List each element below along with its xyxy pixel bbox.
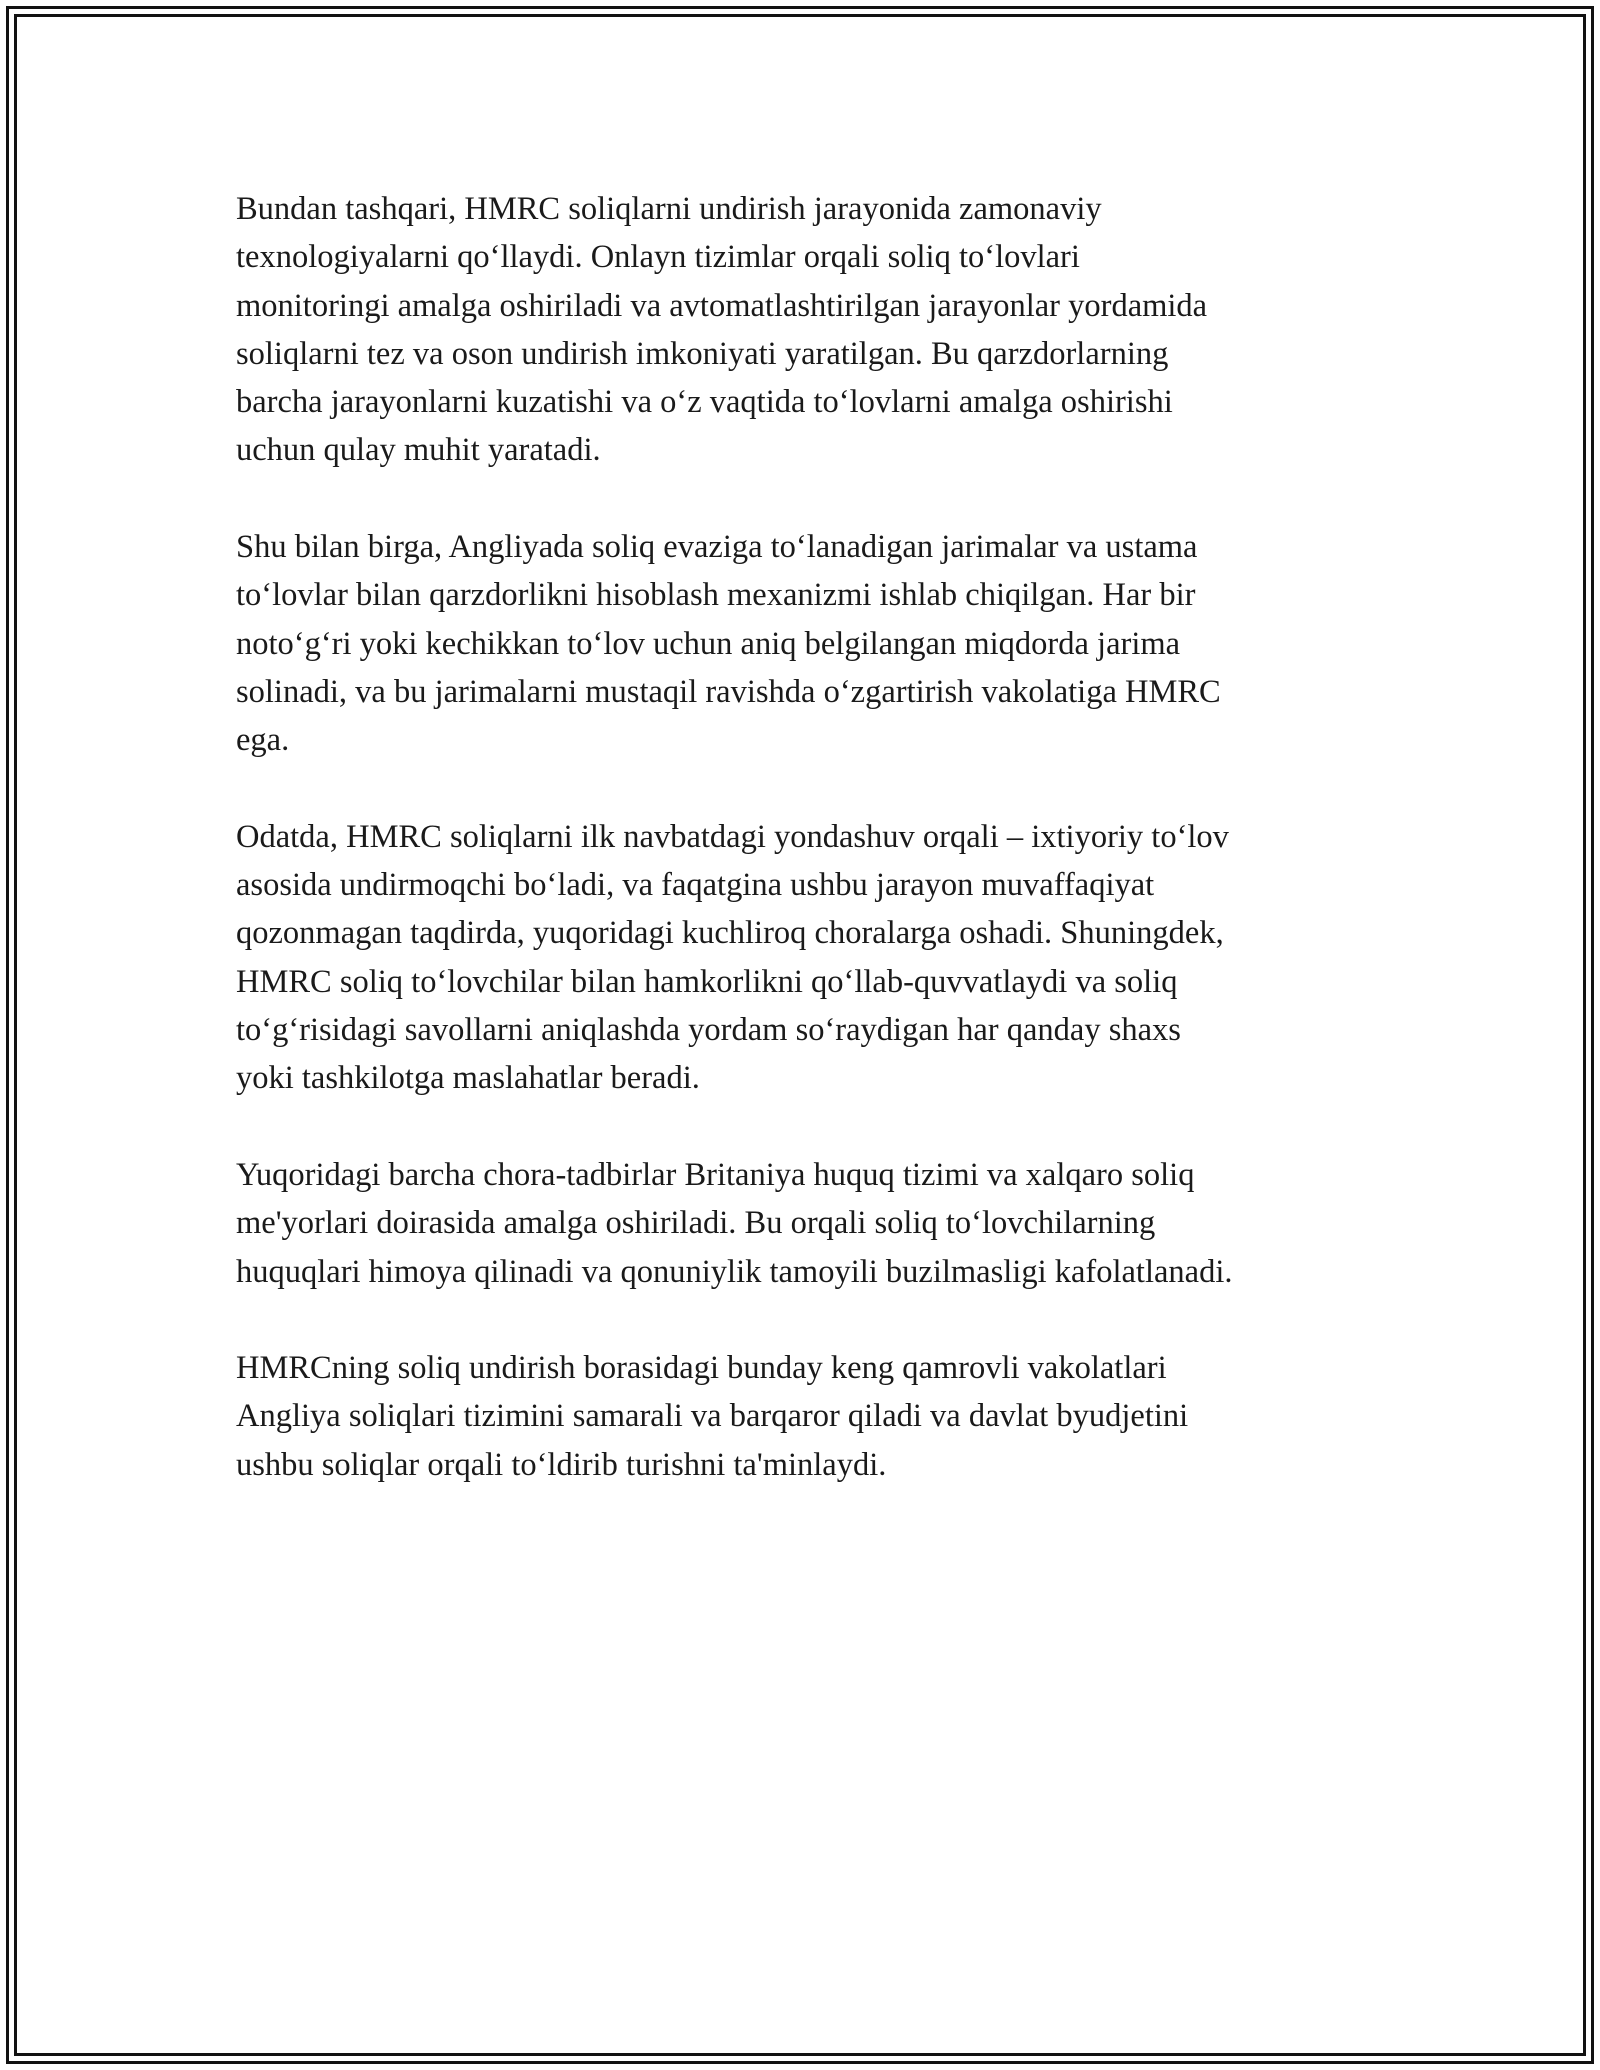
text-line: to‘g‘risidagi savollarni aniqlashda yordam so‘raydigan har qanday shaxs [236,1012,1181,1049]
paragraph-3 [236,813,1376,1103]
text-line: ushbu soliqlar orqali to‘ldirib turishni ta'minlaydi. [236,1446,887,1483]
text-line: barcha jarayonlarni kuzatishi va o‘z vaqtida to‘lovlarni amalga oshirishi [236,384,1173,421]
paragraph-5 [236,1344,1376,1489]
text-line: ega. [236,722,290,759]
text-line: Yuqoridagi barcha chora-tadbirlar Britaniya huquq tizimi va xalqaro soliq [236,1156,1195,1193]
paragraph-2 [236,523,1376,764]
text-line: uchun qulay muhit yaratadi. [236,432,601,469]
text-line: qozonmagan taqdirda, yuqoridagi kuchliroq choralarga oshadi. Shuningdek, [236,915,1224,952]
text-line: huquqlari himoya qilinadi va qonuniylik tamoyili buzilmasligi kafolatlanadi. [236,1253,1233,1290]
text-line: Shu bilan birga, Angliyada soliq evaziga to‘lanadigan jarimalar va ustama [236,529,1198,566]
paragraph-1 [236,185,1376,475]
text-line: asosida undirmoqchi bo‘ladi, va faqatgina ushbu jarayon muvaffaqiyat [236,867,1155,904]
text-line: solinadi, va bu jarimalarni mustaqil ravishda o‘zgartirish vakolatiga HMRC [236,673,1221,710]
text-line: soliqlarni tez va oson undirish imkoniyati yaratilgan. Bu qarzdorlarning [236,335,1169,372]
paragraph-4 [236,1151,1376,1296]
text-line: HMRC soliq to‘lovchilar bilan hamkorlikni qo‘llab-quvvatlaydi va soliq [236,963,1178,1000]
text-line: me'yorlari doirasida amalga oshiriladi. Bu orqali soliq to‘lovchilarning [236,1205,1156,1242]
text-line: Bundan tashqari, HMRC soliqlarni undirish jarayonida zamonaviy [236,191,1102,227]
text-line: noto‘g‘ri yoki kechikkan to‘lov uchun aniq belgilangan miqdorda jarima [236,625,1181,662]
text-line: Angliya soliqlari tizimini samarali va barqaror qiladi va davlat byudjetini [236,1398,1189,1435]
text-line: texnologiyalarni qo‘llaydi. Onlayn tizimlar orqali soliq to‘lovlari [236,239,1080,276]
text-line: HMRCning soliq undirish borasidagi bunday keng qamrovli vakolatlari [236,1350,1167,1387]
text-line: to‘lovlar bilan qarzdorlikni hisoblash mexanizmi ishlab chiqilgan. Har bir [236,577,1196,614]
document-body [236,185,1376,1537]
text-line: monitoringi amalga oshiriladi va avtomatlashtirilgan jarayonlar yordamida [236,287,1208,324]
text-line: yoki tashkilotga maslahatlar beradi. [236,1060,700,1097]
text-line: Odatda, HMRC soliqlarni ilk navbatdagi yondashuv orqali – ixtiyoriy to‘lov [236,818,1229,855]
